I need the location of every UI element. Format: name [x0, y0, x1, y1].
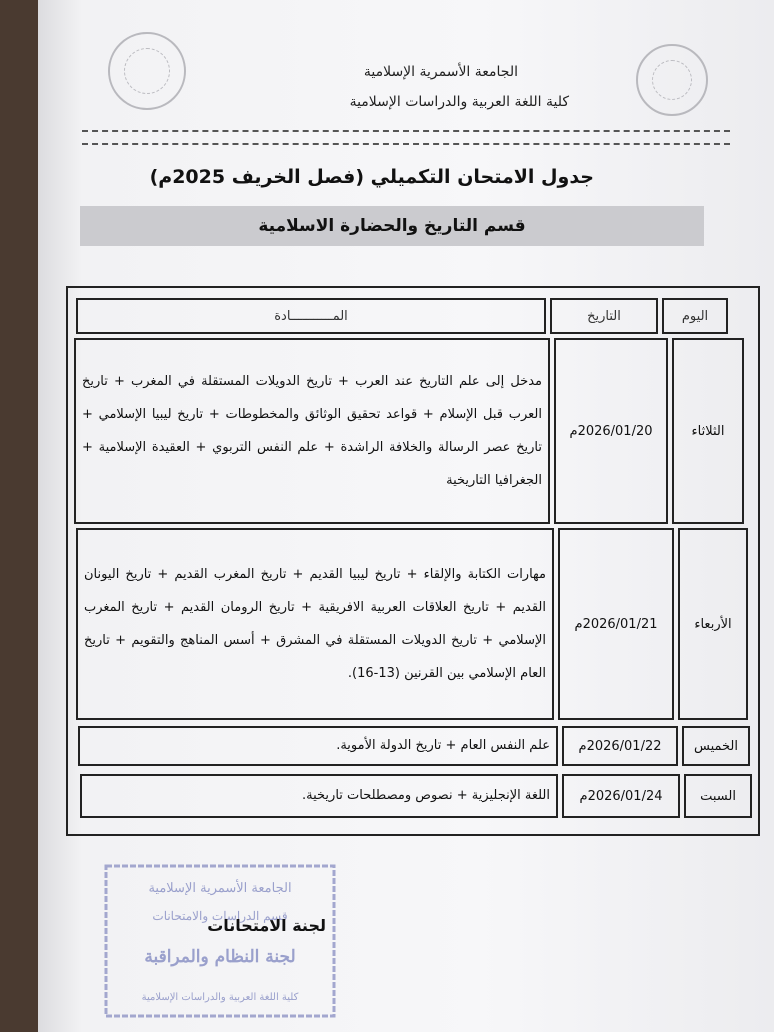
day-label: الأربعاء	[694, 616, 732, 632]
table-row-date	[562, 774, 680, 818]
table-row-subject	[74, 338, 550, 524]
stamp-line-2: قسم الدراسات والامتحانات	[152, 909, 288, 923]
header-day-label: اليوم	[681, 308, 709, 324]
header-subject-label: المـــــــــــادة	[274, 308, 348, 324]
divider-line	[82, 130, 730, 132]
table-row-subject	[80, 774, 558, 818]
date-label: 2026/01/20م	[569, 423, 653, 439]
day-label: السبت	[700, 788, 736, 804]
university-seal-left	[108, 32, 186, 110]
divider-line	[82, 143, 730, 145]
official-stamp	[102, 862, 338, 1020]
table-header-day	[662, 298, 728, 334]
signature-label: لجنة الامتحانات	[207, 916, 326, 935]
table-row-day	[678, 528, 748, 720]
date-label: 2026/01/24م	[579, 788, 663, 804]
page-title: جدول الامتحان التكميلي (فصل الخريف 2025م)	[149, 166, 594, 188]
day-label: الخميس	[694, 738, 738, 754]
stamp-line-3: لجنة النظام والمراقبة	[144, 947, 296, 967]
date-label: 2026/01/22م	[578, 738, 662, 754]
table-row-date	[562, 726, 678, 766]
subject-text: اللغة الإنجليزية + نصوص ومصطلحات تاريخية.	[302, 788, 550, 803]
subject-text: علم النفس العام + تاريخ الدولة الأموية.	[336, 738, 550, 753]
table-row-day	[672, 338, 744, 524]
table-row-subject	[78, 726, 558, 766]
table-row-subject	[76, 528, 554, 720]
university-seal-right	[636, 44, 708, 116]
header-date-label: التاريخ	[587, 308, 621, 324]
table-header-subject	[76, 298, 546, 334]
department-name: قسم التاريخ والحضارة الاسلامية	[258, 216, 526, 236]
department-banner	[80, 206, 704, 246]
stamp-line-4: كلية اللغة العربية والدراسات الإسلامية	[141, 992, 299, 1003]
table-row-day	[684, 774, 752, 818]
day-label: الثلاثاء	[691, 423, 725, 439]
subject-text: مهارات الكتابة والإلقاء + تاريخ ليبيا القديم + تاريخ المغرب القديم + تاريخ اليونان القديم + تاريخ العلاقات العربية الافريقية + تاريخ الرومان القديم + تاريخ المغرب الإسلامي + تاريخ الدويلات المستقلة في المشرق + أسس المناهج والتقويم + تاريخ العام الإسلامي بين القرنين (13-16).	[84, 567, 546, 681]
table-row-date	[554, 338, 668, 524]
date-label: 2026/01/21م	[574, 616, 658, 632]
exam-table	[66, 286, 760, 836]
table-header-date	[550, 298, 658, 334]
university-name: الجامعة الأسمرية الإسلامية	[363, 64, 518, 80]
stamp-line-1: الجامعة الأسمرية الإسلامية	[148, 881, 292, 896]
table-row-day	[682, 726, 750, 766]
faculty-name: كلية اللغة العربية والدراسات الإسلامية	[349, 94, 569, 110]
table-row-date	[558, 528, 674, 720]
subject-text: مدخل إلى علم التاريخ عند العرب + تاريخ الدويلات المستقلة في المغرب + تاريخ العرب قبل الإسلام + قواعد تحقيق الوثائق والمخطوطات + تاريخ ليبيا الإسلامي + تاريخ عصر الرسالة والخلافة الراشدة + علم النفس التربوي + العقيدة الإسلامية + الجغرافيا التاريخية	[82, 374, 542, 488]
document-page	[38, 0, 774, 1032]
